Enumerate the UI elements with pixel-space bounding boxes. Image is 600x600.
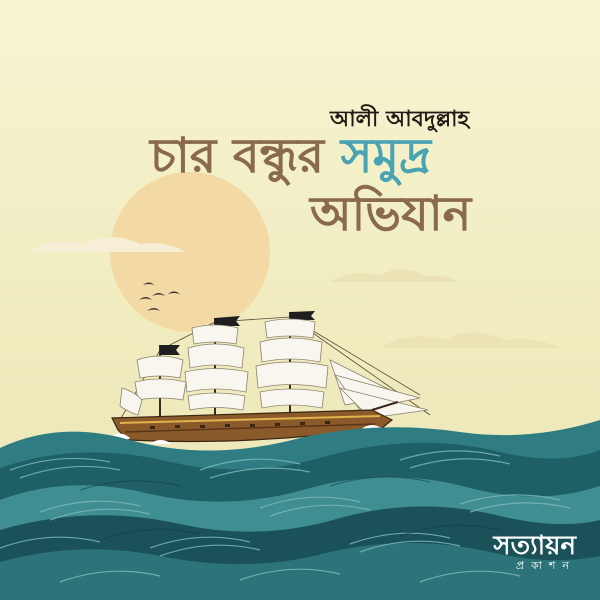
- sail: [192, 325, 238, 344]
- sail: [188, 344, 244, 368]
- flag: [160, 345, 180, 355]
- author-name: আলী আবদুল্লাহ: [330, 107, 470, 132]
- sail: [260, 338, 322, 362]
- title-part1: চার বন্ধুর: [150, 128, 341, 184]
- book-title-line2: অভিযান: [310, 186, 472, 242]
- cloud: [380, 333, 560, 349]
- publisher-logo: [466, 533, 576, 572]
- sea: [0, 420, 600, 600]
- publisher-subtitle: প্রকাশন: [515, 559, 576, 573]
- publisher-name: সত্যায়ন: [493, 531, 576, 561]
- title-part2: সমুদ্র: [340, 128, 432, 184]
- sail: [185, 369, 248, 393]
- sail: [256, 362, 328, 388]
- sail: [137, 356, 183, 378]
- sail: [265, 319, 315, 338]
- book-title-line1: [150, 128, 570, 186]
- sailing-ship: [108, 311, 430, 444]
- sail: [188, 393, 245, 410]
- cloud: [330, 269, 460, 282]
- flag: [290, 311, 315, 320]
- sail: [135, 379, 186, 400]
- sail: [260, 389, 324, 408]
